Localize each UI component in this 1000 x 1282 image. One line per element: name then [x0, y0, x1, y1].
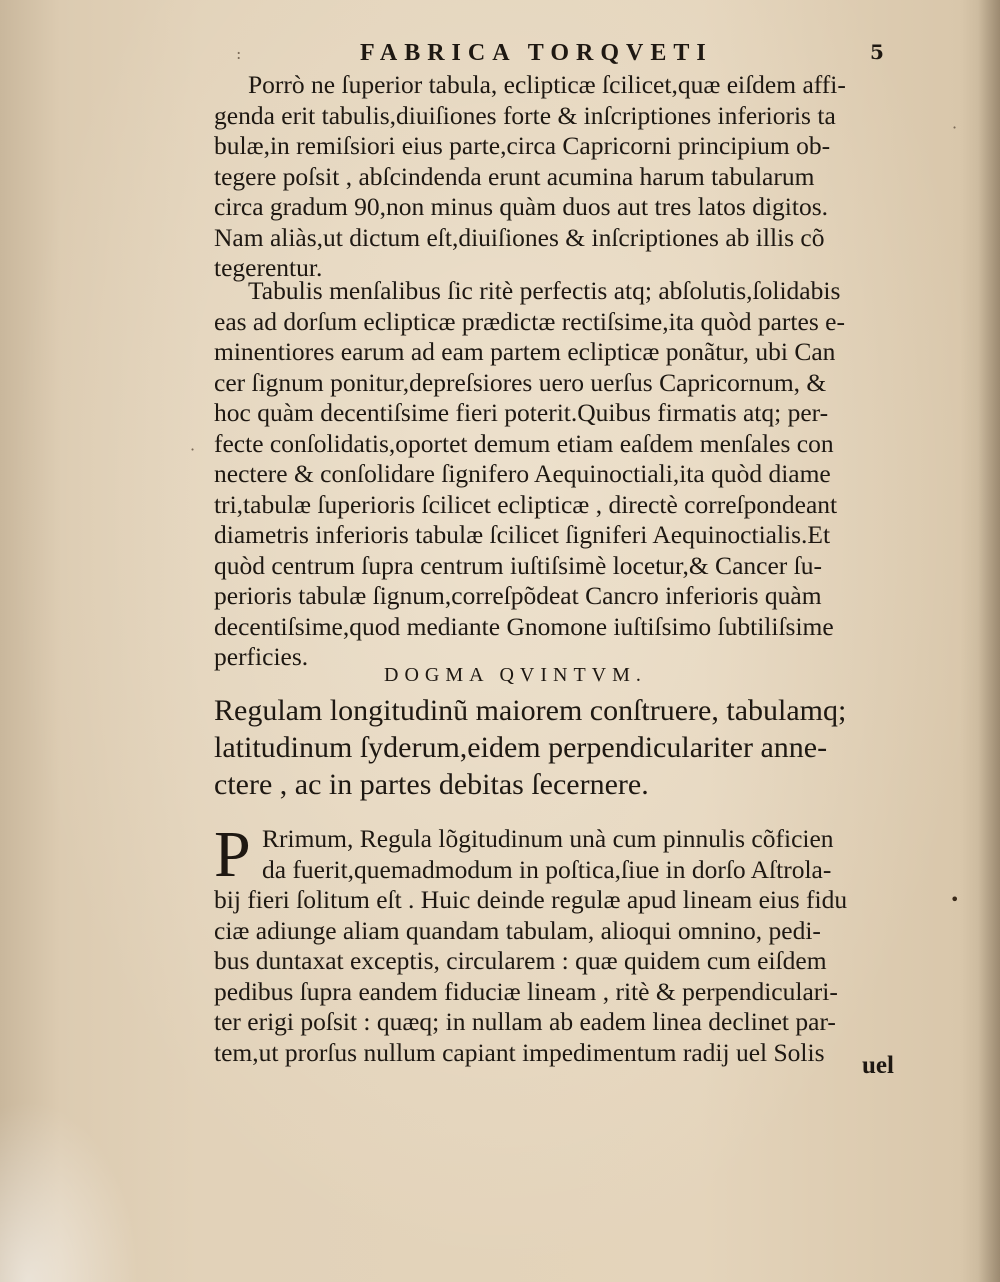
text-line: circa gradum 90,non minus quàm duos aut tres latos digitos. [214, 192, 829, 221]
ink-speck: • [950, 890, 960, 909]
section-title: DOGMA QVINTVM. [384, 664, 647, 686]
text-line: ciæ adiunge aliam quandam tabulam, alioqui omnino, pedi- [214, 915, 821, 945]
text-line: bulæ,in remiſsiori eius parte,circa Capricorni principium ob- [214, 131, 831, 160]
paragraph-3-continued [214, 885, 914, 1068]
text-line: nectere & conſolidare ſignifero Aequinoctiali,ita quòd diame [214, 459, 831, 488]
text-line: Nam aliàs,ut dictum eſt,diuiſiones & inſcriptiones ab illis cõ [214, 222, 825, 252]
text-line: genda erit tabulis,diuiſiones forte & inſcriptiones inferioris ta [214, 100, 836, 130]
ink-speck: : [236, 44, 242, 63]
page-edge-glare [0, 1100, 140, 1282]
text-line: tegere poſsit , abſcindenda erunt acumina harum tabularum [214, 161, 815, 191]
rubric-line: latitudinum ſyderum,eidem perpendiculariter anne- [214, 731, 828, 764]
text-line: quòd centrum ſupra centrum iuſtiſsimè locetur,& Cancer ſu- [214, 550, 822, 580]
text-line: tem,ut prorſus nullum capiant impedimentum radij uel Solis [214, 1037, 825, 1067]
paragraph-2 [214, 276, 914, 673]
rubric-line: Regulam longitudinũ maiorem conſtruere, tabulamq; [214, 694, 847, 727]
dogma-statement [214, 692, 914, 803]
text-line: bus duntaxat exceptis, circularem : quæ quidem cum eiſdem [214, 946, 827, 975]
text-line: minentiores earum ad eam partem eclipticæ ponãtur, ubi Can [214, 337, 836, 366]
text-line: bij fieri ſolitum eſt . Huic deinde regulæ apud lineam eius fidu [214, 885, 848, 914]
text-line: hoc quàm decentiſsime fieri poterit.Quibus firmatis atq; per- [214, 398, 829, 427]
text-line: tegerentur. [214, 253, 323, 282]
text-line: perioris tabulæ ſignum,correſpõdeat Cancro inferioris quàm [214, 581, 822, 610]
text-line: eas ad dorſum eclipticæ prædictæ rectiſsime,ita quòd partes e- [214, 306, 845, 336]
catchword: uel [862, 1052, 894, 1079]
text-line: diametris inferioris tabulæ ſcilicet ſigniferi Aequinoctialis.Et [214, 520, 831, 549]
text-line: decentiſsime,quod mediante Gnomone iuſtiſsimo ſubtiliſsime [214, 611, 834, 641]
folio-number: 5 [870, 40, 884, 64]
text-line: Tabulis menſalibus ſic ritè perfectis atq; abſolutis,ſolidabis [248, 276, 841, 305]
text-line: pedibus ſupra eandem fiduciæ lineam , ritè & perpendiculari- [214, 976, 838, 1006]
ink-speck: · [190, 440, 196, 459]
text-line: tri,tabulæ ſuperioris ſcilicet eclipticæ , directè correſpondeant [214, 489, 838, 519]
text-line: cer ſignum ponitur,depreſsiores uero uerſus Capricornum, & [214, 367, 827, 397]
rubric-line: ctere , ac in partes debitas ſecernere. [214, 768, 649, 801]
text-line: ter erigi poſsit : quæq; in nullam ab eadem linea declinet par- [214, 1007, 836, 1036]
text-line: da fuerit,quemadmodum in poſtica,ſiue in dorſo Aſtrola- [262, 854, 832, 884]
ink-speck: · [952, 118, 958, 137]
running-header: FABRICA TORQVETI [360, 40, 713, 66]
text-line: fecte conſolidatis,oportet demum etiam eaſdem menſales con [214, 428, 834, 458]
text-line: Porrò ne ſuperior tabula, eclipticæ ſcilicet,quæ eiſdem affi- [248, 70, 846, 99]
paragraph-1 [214, 70, 914, 284]
text-line: Rrimum, Regula lõgitudinum unà cum pinnulis cõficien [262, 824, 834, 853]
text-line: perficies. [214, 642, 309, 671]
paragraph-3 [262, 824, 912, 885]
page-gutter-shadow [978, 0, 1000, 1282]
drop-capital: P [214, 818, 251, 891]
